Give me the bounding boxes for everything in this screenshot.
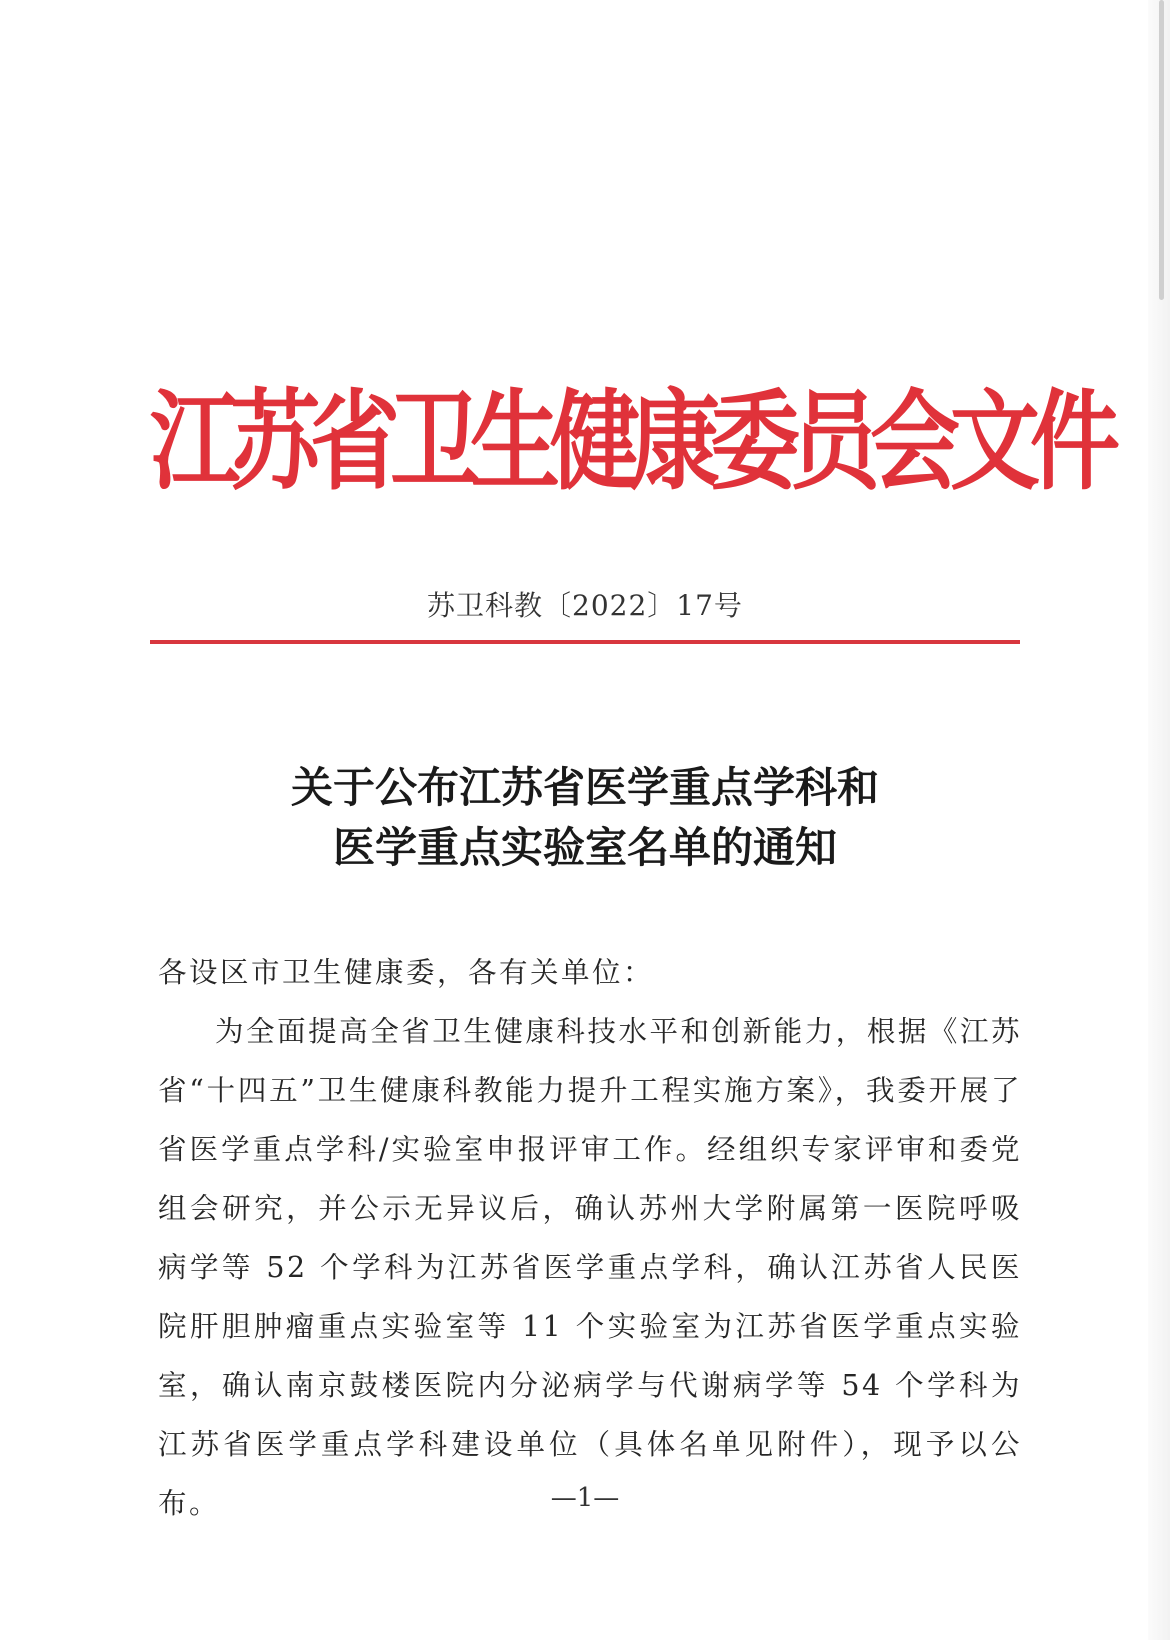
document-number: 苏卫科教〔2022〕17号 bbox=[427, 589, 743, 622]
notice-title bbox=[0, 758, 1170, 878]
salutation: 各设区市卫生健康委，各有关单位： bbox=[158, 956, 655, 989]
body-paragraph: 为全面提高全省卫生健康科技水平和创新能力，根据《江苏省“十四五”卫生健康科教能力提升工程实施方案》，我委开展了省医学重点学科/实验室申报评审工作。经组织专家评审和委党组会研究，并公示无异议后，确认苏州大学附属第一医院呼吸病学等 52 个学科为江苏省医学重点学科，确认江苏省人民医院肝胆肿瘤重点实验室等 11 个实验室为江苏省医学重点实验室，确认南京鼓楼医院内分泌病学与代谢病学等 54 个学科为江苏省医学重点学科建设单位（具体名单见附件），现予以公布。 bbox=[158, 1015, 1022, 1520]
notice-title-line2: 医学重点实验室名单的通知 bbox=[332, 823, 837, 872]
document-body bbox=[158, 943, 1022, 1533]
notice-title-line1: 关于公布江苏省医学重点学科和 bbox=[290, 763, 879, 812]
page-number: —1— bbox=[550, 1483, 620, 1513]
document-header-title: 江苏省卫生健康委员会文件 bbox=[150, 379, 1110, 506]
scrollbar[interactable] bbox=[1159, 0, 1164, 300]
header-red-rule bbox=[150, 640, 1020, 644]
